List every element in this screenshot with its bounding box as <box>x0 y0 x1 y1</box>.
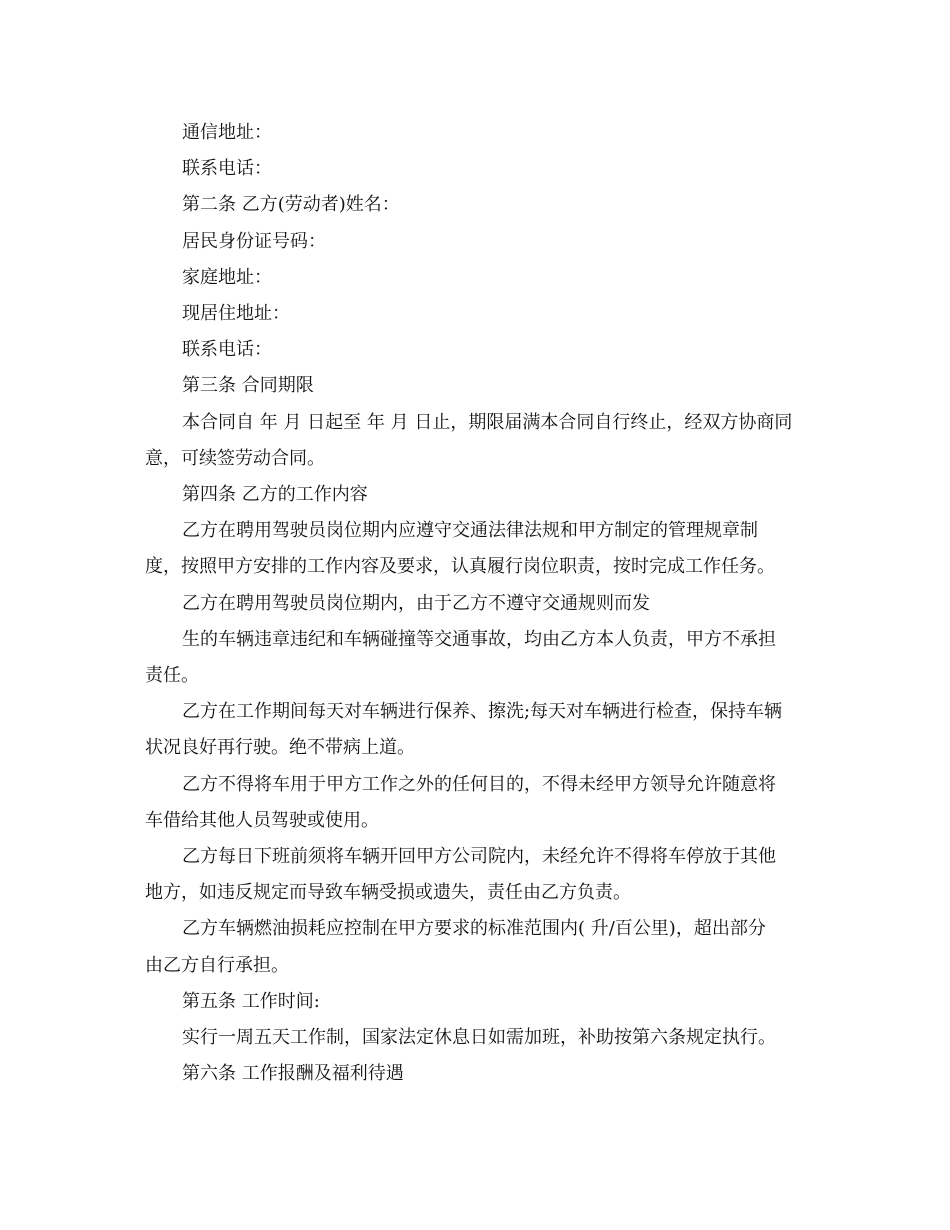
document-line: 乙方车辆燃油损耗应控制在甲方要求的标准范围内( 升/百公里)，超出部分 <box>182 918 766 940</box>
document-line: 乙方每日下班前须将车辆开回甲方公司院内，未经允许不得将车停放于其他 <box>182 846 776 868</box>
document-line: 第四条 乙方的工作内容 <box>182 484 368 506</box>
document-line: 第六条 工作报酬及福利待遇 <box>182 1063 404 1085</box>
document-line: 乙方在聘用驾驶员岗位期内，由于乙方不遵守交通规则而发 <box>182 592 650 614</box>
document-line: 度，按照甲方安排的工作内容及要求，认真履行岗位职责，按时完成工作任务。 <box>145 556 775 578</box>
document-line: 乙方在聘用驾驶员岗位期内应遵守交通法律法规和甲方制定的管理规章制 <box>182 520 758 542</box>
document-line: 乙方在工作期间每天对车辆进行保养、擦洗;每天对车辆进行检查，保持车辆 <box>182 701 783 723</box>
document-line: 责任。 <box>145 665 199 687</box>
document-line: 由乙方自行承担。 <box>145 954 289 976</box>
document-line: 第三条 合同期限 <box>182 375 314 397</box>
document-line: 通信地址： <box>182 122 272 143</box>
document-line: 地方，如违反规定而导致车辆受损或遗失，责任由乙方负责。 <box>145 882 631 904</box>
document-line: 家庭地址： <box>182 266 272 288</box>
document-line: 居民身份证号码： <box>182 230 326 252</box>
document-line: 本合同自 年 月 日起至 年 月 日止，期限届满本合同自行终止，经双方协商同 <box>182 411 793 433</box>
document-line: 生的车辆违章违纪和车辆碰撞等交通事故，均由乙方本人负责，甲方不承担 <box>182 628 776 650</box>
document-line: 乙方不得将车用于甲方工作之外的任何目的，不得未经甲方领导允许随意将 <box>182 773 776 795</box>
document-line: 现居住地址： <box>182 303 290 325</box>
document-line: 联系电话： <box>182 339 272 361</box>
document-line: 意，可续签劳动合同。 <box>145 447 325 469</box>
document-line: 第二条 乙方(劳动者)姓名： <box>182 194 400 216</box>
document-body <box>145 115 810 1092</box>
document-line: 联系电话： <box>182 158 272 180</box>
document-line: 车借给其他人员驾驶或使用。 <box>145 809 379 831</box>
document-line: 状况良好再行驶。绝不带病上道。 <box>145 737 415 759</box>
document-line: 第五条 工作时间: <box>182 990 320 1012</box>
document-line: 实行一周五天工作制，国家法定休息日如需加班，补助按第六条规定执行。 <box>182 1027 776 1049</box>
